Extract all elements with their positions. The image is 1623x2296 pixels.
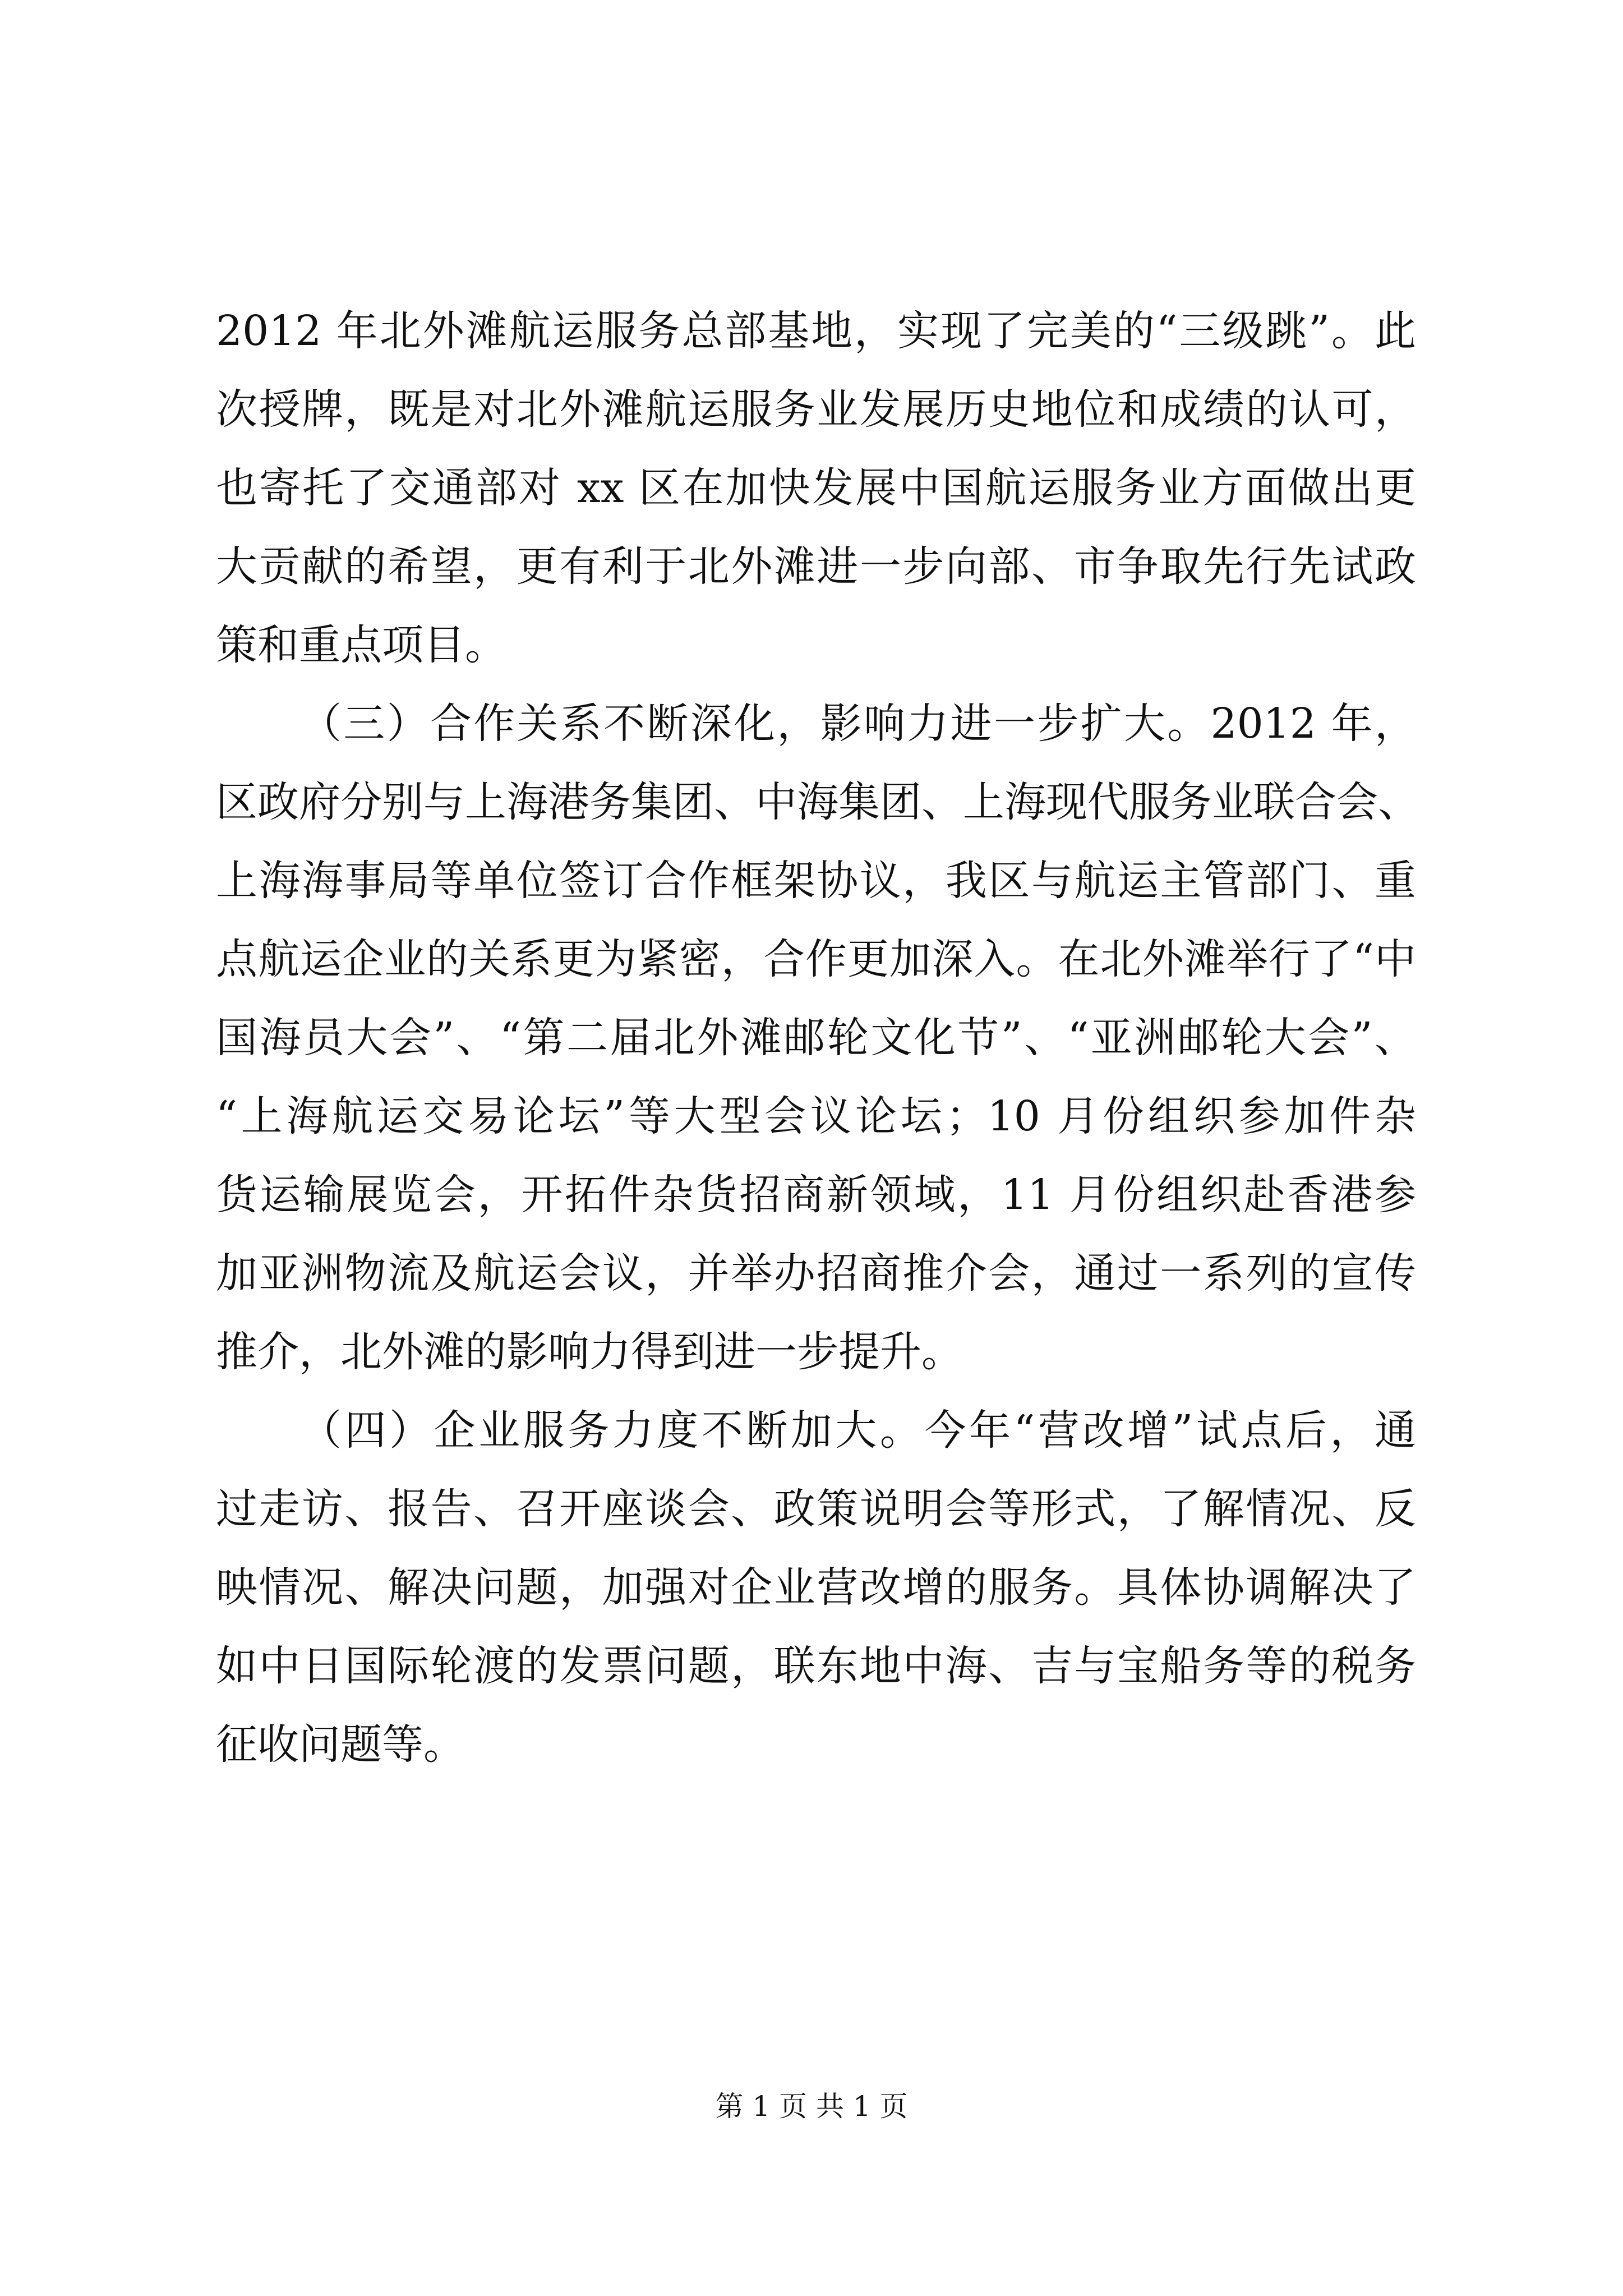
text-line: 策和重点项目。 bbox=[216, 621, 506, 669]
text-line: 上海海事局等单位签订合作框架协议，我区与航运主管部门、重 bbox=[216, 857, 1416, 905]
text-line: 加亚洲物流及航运会议，并举办招商推介会，通过一系列的宣传 bbox=[216, 1249, 1416, 1297]
text-line: 推介，北外滩的影响力得到进一步提升。 bbox=[216, 1328, 963, 1376]
text-line: 货运输展览会，开拓件杂货招商新领域，11 月份组织赴香港参 bbox=[216, 1171, 1416, 1219]
text-line: 大贡献的希望，更有利于北外滩进一步向部、市争取先行先试政 bbox=[216, 542, 1416, 591]
text-line: “上海航运交易论坛”等大型会议论坛；10 月份组织参加件杂 bbox=[216, 1092, 1416, 1140]
text-line: 过走访、报告、召开座谈会、政策说明会等形式，了解情况、反 bbox=[216, 1485, 1416, 1533]
text-line: 如中日国际轮渡的发票问题，联东地中海、吉与宝船务等的税务 bbox=[216, 1642, 1416, 1690]
text-line: 区政府分别与上海港务集团、中海集团、上海现代服务业联合会、 bbox=[216, 778, 1419, 826]
text-line: 征收问题等。 bbox=[216, 1720, 465, 1769]
text-line: 2012 年北外滩航运服务总部基地，实现了完美的“三级跳”。此 bbox=[216, 307, 1416, 355]
paragraph-heading-line: （四）企业服务力度不断加大。今年“营改增”试点后，通 bbox=[300, 1406, 1416, 1455]
text-line: 国海员大会”、“第二届北外滩邮轮文化节”、“亚洲邮轮大会”、 bbox=[216, 1014, 1416, 1062]
text-line: 也寄托了交通部对 xx 区在加快发展中国航运服务业方面做出更 bbox=[216, 464, 1416, 512]
text-line: 次授牌，既是对北外滩航运服务业发展历史地位和成绩的认可， bbox=[216, 385, 1416, 434]
text-line: 点航运企业的关系更为紧密，合作更加深入。在北外滩举行了“中 bbox=[216, 935, 1416, 983]
text-line: 映情况、解决问题，加强对企业营改增的服务。具体协调解决了 bbox=[216, 1563, 1416, 1612]
page-footer: 第 1 页 共 1 页 bbox=[715, 2090, 908, 2123]
paragraph-heading-line: （三）合作关系不断深化，影响力进一步扩大。2012 年， bbox=[300, 700, 1416, 748]
